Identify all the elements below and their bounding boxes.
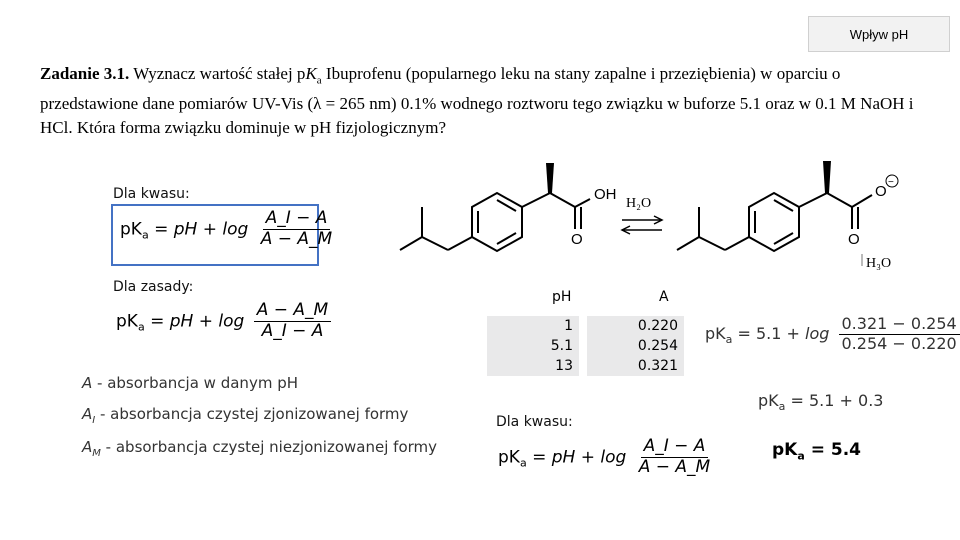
ibuprofenate-structure: [677, 175, 898, 251]
formula-ph: pH: [169, 311, 194, 332]
middle-acid-label: Dla kwasu:: [496, 414, 573, 430]
wedge-bond: [546, 163, 554, 193]
legend-symbol: A: [82, 438, 93, 456]
legend-text: - absorbancja w danym pH: [92, 374, 298, 392]
cell-absorbance: 0.220: [583, 316, 684, 336]
legend-symbol: A: [82, 374, 93, 392]
cell-ph: 5.1: [487, 336, 583, 356]
column-header-a: A: [659, 289, 669, 305]
calc-lhs: pK: [758, 391, 779, 410]
formula-eq: =: [148, 219, 174, 240]
fraction-denominator: A − A_M: [638, 456, 711, 477]
formula-lhs: pK: [120, 219, 142, 240]
formula-plus: +: [193, 311, 219, 332]
formula-lhs-sub: a: [141, 228, 149, 242]
legend-item: [82, 405, 408, 426]
task-text-b: Ibuprofenu (popularnego leku na stany zapalne i przeziębienia) w oparciu o przedstawione dane pomiarów UV-Vis (λ = 265 nm) 0.1% wodnego roztworu tego związku w buforze 5.1 oraz w 0.1 M NaOH i HCl. Która forma związku dominuje w pH fizjologicznym?: [40, 64, 914, 138]
fraction-denominator: A_I − A: [261, 320, 324, 341]
formula-plus: +: [575, 447, 601, 468]
cell-absorbance: 0.321: [583, 356, 684, 376]
formula-lhs: pK: [498, 447, 520, 468]
result-lhs-sub: a: [797, 449, 805, 463]
minus-charge: −: [888, 177, 894, 188]
h2o-label: H₂O: [626, 196, 652, 211]
fraction-numerator: A_I − A: [641, 438, 709, 458]
result-lhs: pK: [772, 440, 798, 460]
legend-item: [82, 438, 437, 459]
calc-log: log: [805, 323, 830, 343]
cell-absorbance: 0.254: [583, 336, 684, 356]
calc-lhs: pK: [705, 323, 726, 343]
calculation-line-1: [705, 316, 960, 353]
table-row: [487, 336, 684, 356]
fraction-denominator: A − A_M: [260, 228, 333, 249]
equilibrium-arrows: [622, 216, 662, 234]
formula-fraction: [254, 302, 331, 341]
task-label: Zadanie 3.1.: [40, 64, 130, 83]
ka-subscript: a: [316, 74, 322, 87]
o-label: O: [848, 231, 860, 248]
task-text-a: Wyznacz wartość stałej p: [129, 64, 306, 83]
legend-text: - absorbancja czystej niezjonizowanej formy: [100, 438, 438, 456]
table-row: [487, 316, 684, 336]
acid-formula: [120, 210, 335, 249]
formula-eq: =: [144, 311, 170, 332]
result-value: = 5.4: [804, 440, 861, 460]
base-formula: [116, 302, 331, 341]
legend-item: [82, 374, 298, 392]
base-label: Dla zasady:: [113, 279, 194, 295]
section-tag: Wpływ pH: [808, 16, 950, 52]
formula-log: log: [600, 447, 627, 468]
legend-text: - absorbancja czystej zjonizowanej formy: [95, 405, 409, 423]
calculation-line-2: [758, 391, 883, 413]
formula-lhs: pK: [116, 311, 138, 332]
task-statement: [40, 62, 920, 140]
middle-acid-formula: [498, 438, 713, 477]
formula-eq: =: [526, 447, 552, 468]
data-table: [487, 316, 684, 376]
table-row: [487, 356, 684, 376]
fraction-numerator: A − A_M: [254, 302, 331, 322]
formula-log: log: [222, 219, 249, 240]
formula-lhs-sub: a: [519, 456, 527, 470]
acid-label: Dla kwasu:: [113, 186, 190, 202]
formula-fraction: [258, 210, 335, 249]
calc-denominator: 0.254 − 0.220: [841, 333, 957, 353]
oh-label: OH: [594, 186, 617, 203]
ibuprofen-structure: [400, 193, 590, 251]
fraction-numerator: A_I − A: [263, 210, 331, 230]
wedge-bond: [823, 161, 831, 193]
calc-lhs-sub: a: [725, 332, 733, 346]
legend-subscript: I: [92, 415, 96, 426]
divider: [861, 254, 863, 266]
cell-ph: 1: [487, 316, 583, 336]
legend-subscript: M: [92, 448, 101, 459]
ka-symbol: K: [305, 64, 317, 83]
h3o-label: H₃O: [866, 256, 892, 271]
formula-plus: +: [197, 219, 223, 240]
formula-ph: pH: [551, 447, 576, 468]
reaction-scheme: [390, 155, 910, 275]
cell-ph: 13: [487, 356, 583, 376]
column-header-ph: pH: [552, 289, 572, 305]
calc-numerator: 0.321 − 0.254: [839, 316, 960, 335]
o-label: O: [571, 231, 583, 248]
table-header: [552, 289, 670, 305]
calc-fraction: [839, 316, 960, 353]
formula-log: log: [218, 311, 245, 332]
calc-lhs-sub: a: [778, 400, 786, 414]
o-minus-label: O: [875, 183, 887, 200]
formula-lhs-sub: a: [137, 320, 145, 334]
calc-rest: = 5.1 + 0.3: [785, 391, 884, 410]
formula-fraction: [636, 438, 713, 477]
calc-eq: = 5.1 +: [732, 323, 806, 343]
formula-ph: pH: [173, 219, 198, 240]
legend-symbol: A: [82, 405, 93, 423]
final-result: [772, 440, 861, 462]
